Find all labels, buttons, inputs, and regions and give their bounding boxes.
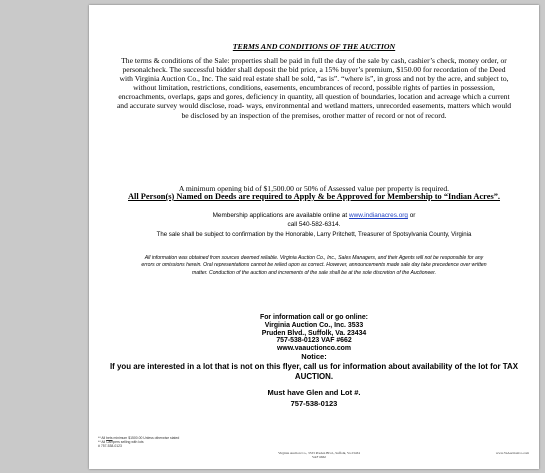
contact-company: Virginia Auction Co., Inc. 3533: [264, 321, 364, 329]
footer-address: Virginia Auction Co., 3533 Pruden Blvd., Suffolk, Va 23434 VAF #662: [278, 451, 360, 460]
contact-heading: For information call or go online:: [260, 314, 368, 321]
auction-phone: 757-538-0123: [290, 399, 338, 408]
notice-body: If you are interested in a lot that is not on this flyer, call us for information about availability of the lot for TAX AUCTION.: [109, 362, 519, 381]
footnote-campers: ** All Campers selling with lots: [98, 440, 144, 445]
notice-label: Notice:: [301, 352, 327, 361]
document-page: [89, 5, 539, 469]
footnotes: [98, 436, 258, 449]
contact-phone-vaf: 757-538-0123 VAF #662: [276, 337, 352, 345]
glen-lot-requirement: Must have Glen and Lot #.: [267, 388, 361, 397]
footnote-bids: ** All bets minimum $1500.00 Unless otherwise stated: [98, 436, 180, 440]
terms-paragraph: The terms & conditions of the Sale: properties shall be paid in full the day of the sale by cash, cashier’s check, money order, or personalcheck. The successful bidder shall deposit the bid price, a 15% buyer’s premium, $150.00 for recordation of the Deed with Virginia Auction Co., Inc. The said real estate shall be sold, “as is”. “where is”, in gross and not by the acre, and subject to, without limitation, restrictions, conditions, easements, encumbrances of record, possible rights of parties in possession, encroachments, overlaps, gaps and gores, deficiency in quantity, all question of boundaries, location and acreage which a current and accurate survey would disclose, road- ways, environmental and wetland matters, unrecorded easements, matters which would be disclosed by an inspection of the premises, orother matter of record or not of record.: [116, 56, 512, 120]
membership-info: [89, 212, 539, 220]
membership-phone: call 540-582-6314.: [287, 221, 341, 228]
membership-or: or: [409, 212, 416, 219]
membership-text: Membership applications are available online at: [212, 212, 348, 219]
confirmation-text: The sale shall be subject to confirmation by the Honorable, Larry Pritchett, Treasurer of Spotsylvania County, Virginia: [156, 231, 472, 238]
footer-website: www.VaAuctionCo.com: [495, 451, 529, 455]
disclaimer-text: All information was obtained from sources deemed reliable. Virginia Auction Co., Inc., Sales Managers, and their Agents will not be responsible for any errors or omissions herein. Oral representations cannot be relied upon as correct. However, announcements made sale day take precedence over written matter. Conduction of the auction and increments of the sale shall be at the sole discretion of the Auctioneer.: [141, 255, 487, 276]
contact-block: [89, 314, 539, 353]
contact-address: Pruden Blvd., Suffolk, Va. 23434: [261, 329, 367, 337]
membership-requirement: All Person(s) Named on Deeds are required to Apply & be Approved for Membership to “Indian Acres”.: [128, 192, 500, 201]
contact-website: www.vaauctionco.com: [276, 345, 352, 353]
document-title: TERMS AND CONDITIONS OF THE AUCTION: [232, 42, 396, 51]
indianacres-link[interactable]: www.indianacres.org: [348, 212, 408, 219]
minimum-bid-text: A minimum opening bid of $1,500.00 or 50% of Assessed value per property is required.: [178, 184, 450, 193]
footnote-phone: # 757-538-0123: [98, 444, 122, 449]
